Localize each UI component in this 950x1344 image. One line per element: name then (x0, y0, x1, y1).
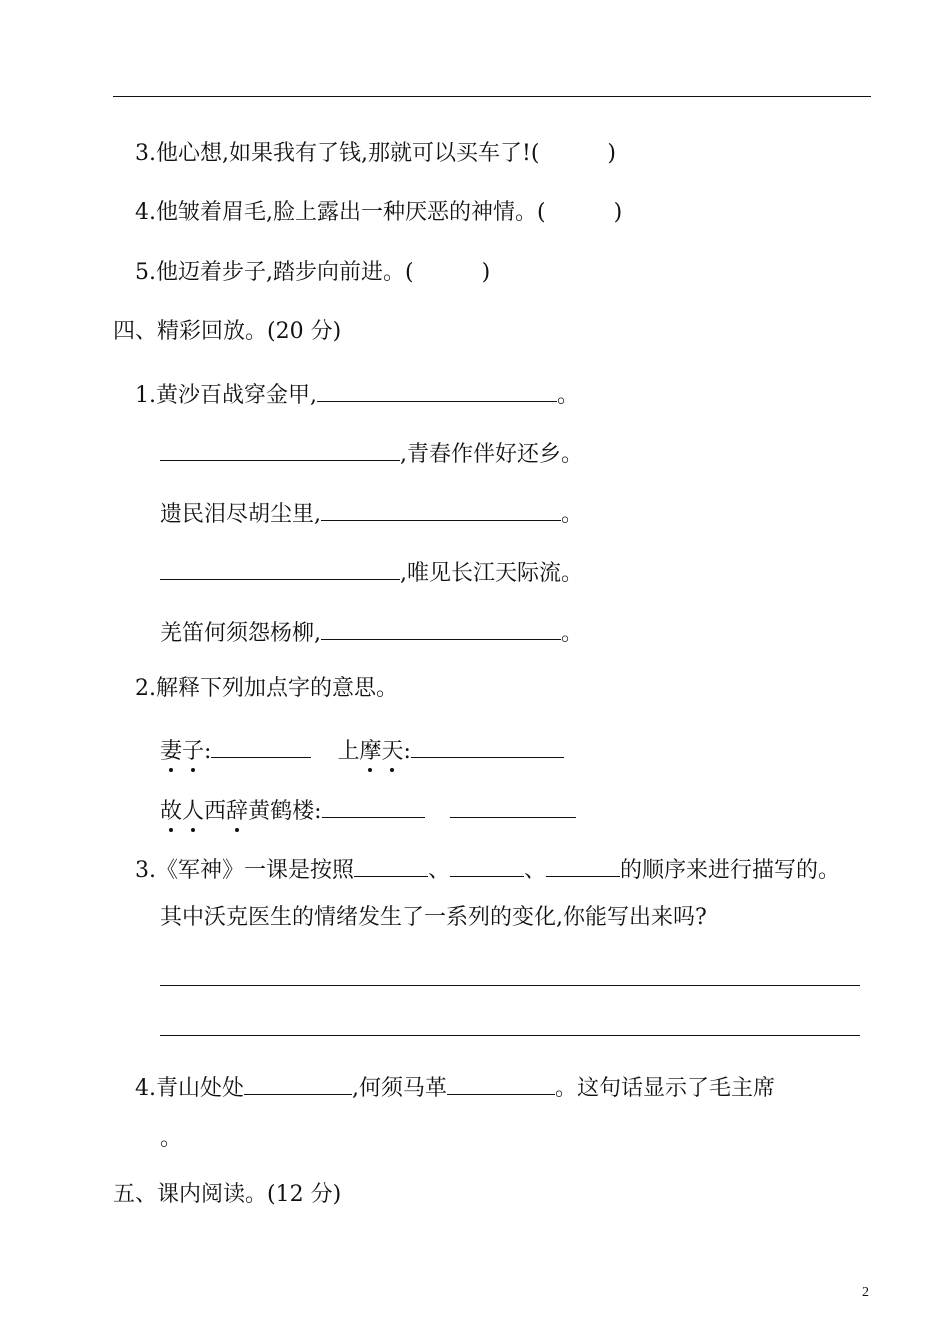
answer-line[interactable] (160, 1035, 860, 1036)
answer-blank[interactable] (321, 496, 561, 521)
section-4-heading: 四、精彩回放。(20 分) (113, 319, 342, 344)
answer-blank[interactable] (450, 852, 524, 877)
answer-blank[interactable] (160, 555, 400, 580)
q3-line-1: 3.《军神》一课是按照 、 、 的顺序来进行描写的。 (135, 852, 840, 886)
answer-blank[interactable] (354, 852, 428, 877)
answer-blank[interactable] (411, 733, 564, 758)
answer-blank[interactable] (160, 436, 400, 461)
answer-blank[interactable] (211, 733, 311, 758)
answer-line[interactable] (160, 985, 860, 986)
q4-line-1: 4.青山处处 ,何须马革 。这句话显示了毛主席 (135, 1070, 775, 1104)
q2-row-1: 妻子: 上摩天: (160, 733, 564, 767)
answer-blank[interactable] (546, 852, 620, 877)
q1-line-3: 遗民泪尽胡尘里, 。 (160, 496, 583, 530)
page-number: 2 (862, 1285, 869, 1300)
q4-line-2: 。 (160, 1126, 183, 1151)
header-rule (113, 96, 871, 97)
answer-blank[interactable] (447, 1070, 555, 1095)
answer-blank[interactable] (244, 1070, 352, 1095)
item-3: 3.他心想,如果我有了钱,那就可以买车了!( ) (135, 141, 616, 166)
q2-title: 2.解释下列加点字的意思。 (135, 676, 398, 701)
answer-blank[interactable] (322, 793, 425, 818)
q1-line-2: ,青春作伴好还乡。 (160, 436, 583, 470)
q3-line-2: 其中沃克医生的情绪发生了一系列的变化,你能写出来吗? (160, 905, 707, 930)
answer-blank[interactable] (317, 377, 557, 402)
q1-line-4: ,唯见长江天际流。 (160, 555, 583, 589)
section-5-heading: 五、课内阅读。(12 分) (113, 1182, 342, 1207)
q1-line-5: 羌笛何须怨杨柳, 。 (160, 615, 583, 649)
q1-line-1: 1.黄沙百战穿金甲, 。 (135, 377, 579, 411)
answer-blank[interactable] (321, 615, 561, 640)
answer-blank[interactable] (450, 793, 576, 818)
item-4: 4.他皱着眉毛,脸上露出一种厌恶的神情。( ) (135, 200, 623, 225)
item-5: 5.他迈着步子,踏步向前进。( ) (135, 260, 491, 285)
q2-row-2: 故人西辞黄鹤楼: (160, 793, 576, 827)
